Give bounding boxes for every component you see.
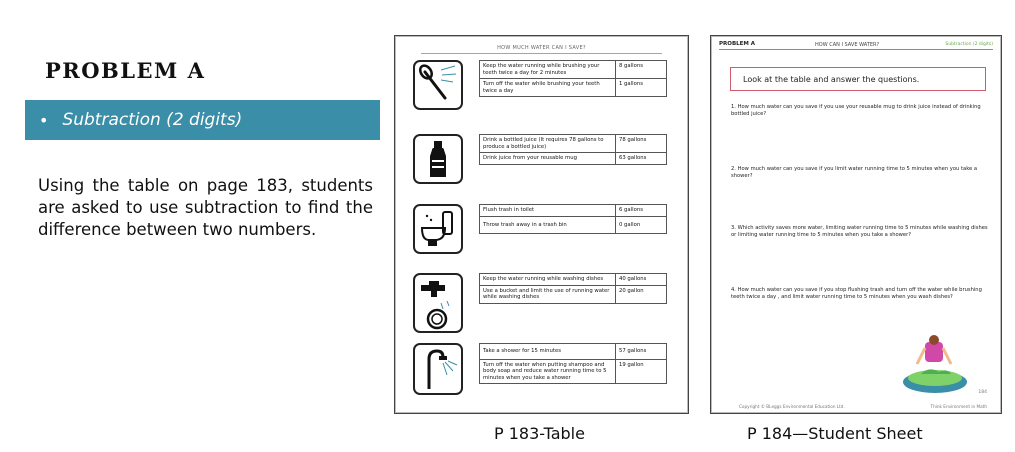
sheet-header-left: PROBLEM A (719, 41, 756, 47)
toothbrush-icon (413, 60, 463, 110)
shower-icon (413, 343, 463, 395)
page-183-thumbnail (394, 35, 689, 414)
table-cell: 6 gallons (616, 205, 667, 217)
header-divider (421, 53, 662, 54)
table-cell: Turn off the water when putting shampoo and body soap and reduce water running time to 5 minutes when you take a shower (480, 359, 616, 384)
question-1: 1. How much water can you save if you use your reusable mug to drink juice instead of drinking bottled juice? (731, 104, 981, 117)
table-cell: Drink juice from your reusable mug (480, 153, 616, 165)
table-cell: 78 gallons (616, 135, 667, 153)
table-cell: 63 gallons (616, 153, 667, 165)
table-cell: Keep the water running while brushing your teeth twice a day for 2 minutes (480, 61, 616, 79)
table-cell: Use a bucket and limit the use of running water while washing dishes (480, 285, 616, 303)
table-cell: Turn off the water while brushing your teeth twice a day (480, 79, 616, 97)
caption-page-184: P 184—Student Sheet (747, 424, 923, 443)
caption-page-183: P 183-Table (494, 424, 585, 443)
page-header: HOW MUCH WATER CAN I SAVE? (497, 45, 586, 51)
table-cell: 40 gallons (616, 274, 667, 286)
washing-illustration-icon (899, 334, 971, 400)
page-number: 184 (978, 390, 987, 395)
footer-tagline: Think Environment in Math (930, 404, 987, 409)
topic-banner (25, 100, 380, 140)
table-cell: 57 gallons (616, 344, 667, 360)
table-cell: Drink a bottled juice (It requires 78 gallons to produce a bottled juice) (480, 135, 616, 153)
table-cell: 20 gallon (616, 285, 667, 303)
question-4: 4. How much water can you save if you stop flushing trash and turn off the water while brushing teeth twice a day , and limit water running time to 5 minutes when you wash dishes? (731, 287, 982, 300)
sheet-header-topic: Subtraction (2 digits) (945, 42, 993, 47)
bottle-icon (413, 134, 463, 184)
table-cell: 8 gallons (616, 61, 667, 79)
page-184-thumbnail (710, 35, 1002, 414)
problem-title: PROBLEM A (45, 58, 206, 83)
instruction-box: Look at the table and answer the questions. (730, 67, 986, 91)
faucet-plate-icon (413, 273, 463, 333)
header-divider (719, 49, 993, 50)
footer-copyright: Copyright © BLeggs Environmental Education Ltd. (739, 404, 845, 409)
table-cell: Throw trash away in a trash bin (480, 216, 616, 234)
question-2: 2. How much water can you save if you limit water running time to 5 minutes when you take a shower? (731, 166, 978, 179)
problem-description: Using the table on page 183, students are asked to use subtraction to find the difference between two numbers. (38, 176, 373, 239)
table-cell: Take a shower for 15 minutes (480, 344, 616, 360)
table-cell: Flush trash in toilet (480, 205, 616, 217)
question-3: 3. Which activity saves more water, limiting water running time to 5 minutes while washing dishes or limiting water running time to 5 minutes when you take a shower? (731, 225, 988, 238)
table-cell: 1 gallons (616, 79, 667, 97)
toilet-icon (413, 204, 463, 254)
table-cell: Keep the water running while washing dishes (480, 274, 616, 286)
bullet-icon: • (39, 110, 49, 130)
table-cell: 0 gallon (616, 216, 667, 234)
topic-label: Subtraction (2 digits) (62, 110, 243, 130)
sheet-header-title: HOW CAN I SAVE WATER? (815, 42, 880, 48)
table-cell: 19 gallon (616, 359, 667, 384)
